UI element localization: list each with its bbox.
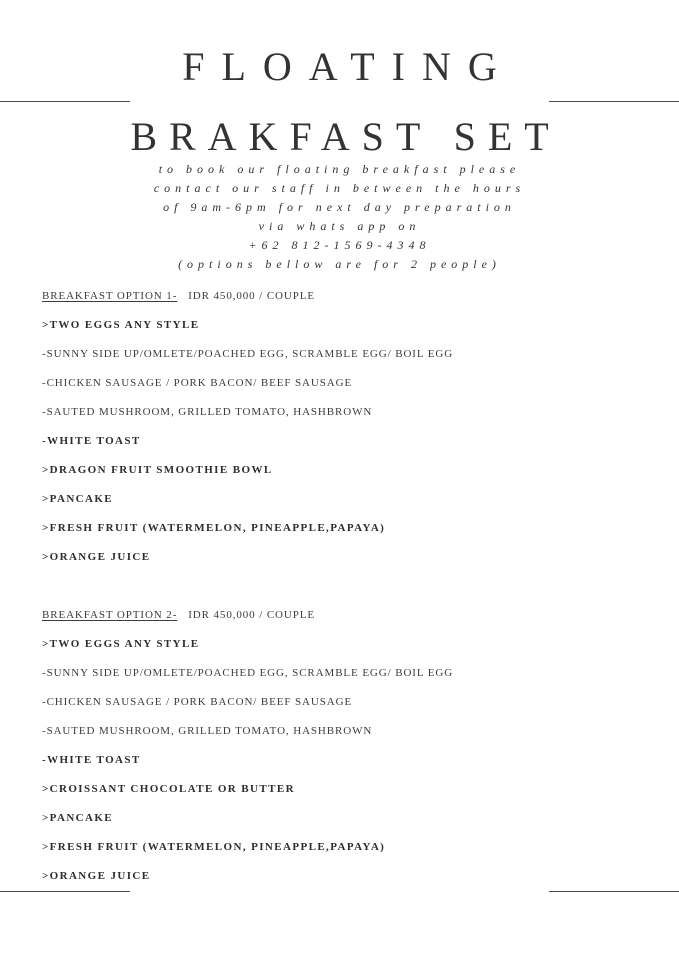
menu-item: -SUNNY SIDE UP/OMLETE/POACHED EGG, SCRAMBLE EGG/ BOIL EGG	[42, 667, 454, 679]
menu-item: -CHICKEN SAUSAGE / PORK BACON/ BEEF SAUSAGE	[42, 377, 353, 389]
menu-item: -SUNNY SIDE UP/OMLETE/POACHED EGG, SCRAMBLE EGG/ BOIL EGG	[42, 348, 454, 360]
booking-info-line: to book our floating breakfast please	[158, 162, 521, 176]
option-price: IDR 450,000 / COUPLE	[188, 609, 315, 621]
option-heading	[42, 290, 315, 302]
option-label: BREAKFAST OPTION 1-	[42, 290, 178, 302]
menu-item: >CROISSANT CHOCOLATE OR BUTTER	[42, 783, 295, 795]
page-title-line-1: FLOATING	[182, 44, 514, 89]
menu-item: -SAUTED MUSHROOM, GRILLED TOMATO, HASHBROWN	[42, 406, 373, 418]
option-price: IDR 450,000 / COUPLE	[188, 290, 315, 302]
booking-info	[0, 160, 679, 274]
booking-note: (options bellow are for 2 people)	[178, 257, 501, 271]
menu-item: >DRAGON FRUIT SMOOTHIE BOWL	[42, 464, 273, 476]
menu-item: >PANCAKE	[42, 493, 114, 505]
booking-info-line: via whats app on	[258, 219, 421, 233]
booking-info-line: contact our staff in between the hours	[153, 181, 526, 195]
divider-top-left	[0, 101, 130, 102]
option-heading	[42, 609, 315, 621]
divider-bottom-right	[549, 891, 679, 892]
menu-item: >TWO EGGS ANY STYLE	[42, 319, 200, 331]
menu-item: >ORANGE JUICE	[42, 870, 151, 882]
divider-bottom-left	[0, 891, 130, 892]
menu-item: >ORANGE JUICE	[42, 551, 151, 563]
booking-info-line: of 9am-6pm for next day preparation	[163, 200, 516, 214]
menu-item: >FRESH FRUIT (WATERMELON, PINEAPPLE,PAPAYA)	[42, 522, 386, 534]
menu-item: -WHITE TOAST	[42, 754, 141, 766]
menu-item: >FRESH FRUIT (WATERMELON, PINEAPPLE,PAPAYA)	[42, 841, 386, 853]
menu-item: >PANCAKE	[42, 812, 114, 824]
menu-item: -CHICKEN SAUSAGE / PORK BACON/ BEEF SAUSAGE	[42, 696, 353, 708]
booking-phone: +62 812-1569-4348	[248, 238, 431, 252]
page-title-line-2: BRAKFAST SET	[130, 114, 561, 159]
menu-item: >TWO EGGS ANY STYLE	[42, 638, 200, 650]
divider-top-right	[549, 101, 679, 102]
option-label: BREAKFAST OPTION 2-	[42, 609, 178, 621]
menu-item: -WHITE TOAST	[42, 435, 141, 447]
menu-item: -SAUTED MUSHROOM, GRILLED TOMATO, HASHBROWN	[42, 725, 373, 737]
